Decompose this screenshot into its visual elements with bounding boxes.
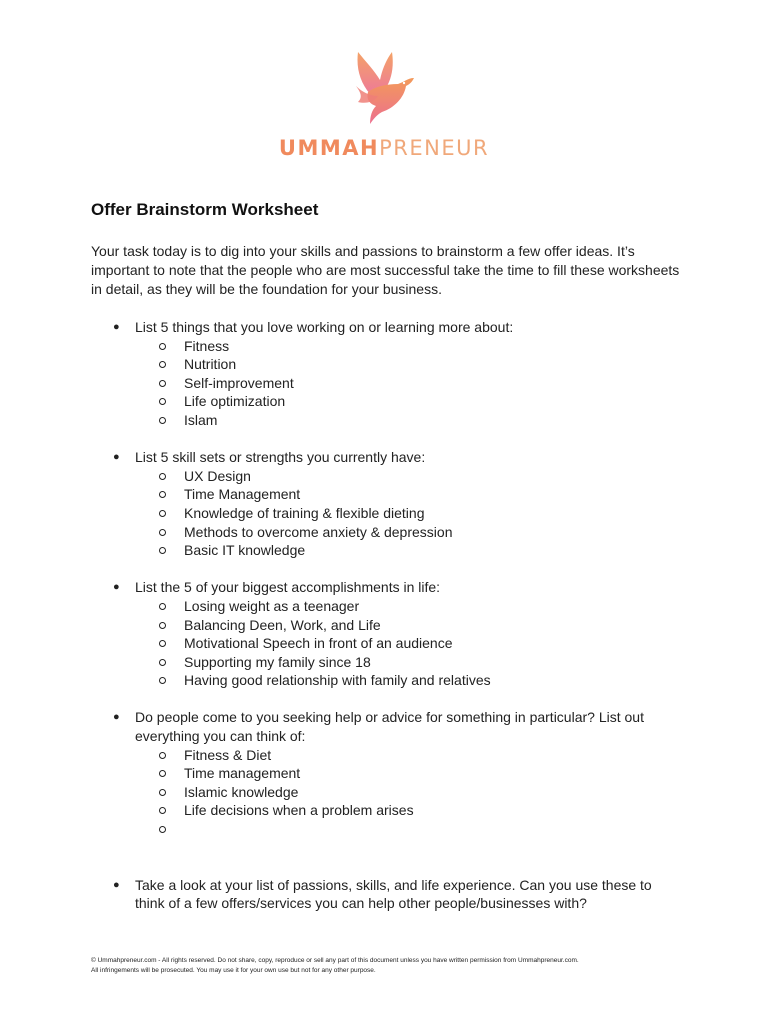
answer-list (135, 467, 681, 560)
prompt-text: Take a look at your list of passions, skills, and life experience. Can you use these to think of a few offers/services you can help other people/businesses with? (135, 876, 652, 912)
answer-list (135, 337, 681, 430)
answer-text: UX Design (184, 467, 251, 484)
answer-item (135, 504, 681, 523)
answer-item (135, 671, 681, 690)
answer-item (135, 355, 681, 374)
answer-list (135, 597, 681, 690)
brand-wordmark (0, 136, 768, 160)
answer-text: Self-improvement (184, 374, 294, 391)
answer-text: Supporting my family since 18 (184, 653, 371, 670)
prompt-text: List the 5 of your biggest accomplishments in life: (135, 579, 441, 596)
circle-bullet-icon (159, 789, 166, 796)
circle-bullet-icon (159, 640, 166, 647)
bullet-icon: ● (113, 451, 120, 464)
circle-bullet-icon (159, 659, 166, 666)
answer-text: Islamic knowledge (184, 783, 299, 800)
circle-bullet-icon (159, 807, 166, 814)
page-title: Offer Brainstorm Worksheet (91, 200, 319, 219)
answer-text: Methods to overcome anxiety & depression (184, 523, 453, 540)
circle-bullet-icon (159, 547, 166, 554)
answer-item (135, 523, 681, 542)
answer-item-empty (135, 820, 681, 839)
answer-text: Islam (184, 411, 218, 428)
circle-bullet-icon (159, 826, 166, 833)
answer-text: Life optimization (184, 393, 286, 410)
answer-item (135, 485, 681, 504)
prompt-item-offers (91, 876, 681, 913)
worksheet-body (91, 200, 681, 932)
prompt-item-love (91, 318, 681, 430)
circle-bullet-icon (159, 510, 166, 517)
answer-item (135, 653, 681, 672)
answer-text: Time management (184, 765, 301, 782)
prompt-item-skills (91, 448, 681, 560)
prompt-text: Do people come to you seeking help or advice for something in particular? List out everything you can think of: (135, 709, 644, 745)
wordmark-light: PRENEUR (379, 136, 490, 160)
bullet-icon: ● (113, 878, 120, 891)
answer-text: Fitness (184, 337, 230, 354)
circle-bullet-icon (159, 491, 166, 498)
answer-text: Basic IT knowledge (184, 542, 306, 559)
answer-item (135, 746, 681, 765)
answer-text: Life decisions when a problem arises (184, 802, 414, 819)
prompt-text: List 5 skill sets or strengths you currently have: (135, 449, 426, 466)
bullet-icon: ● (113, 321, 120, 333)
answer-list (135, 746, 681, 839)
answer-text: Motivational Speech in front of an audience (184, 635, 453, 652)
answer-item (135, 337, 681, 356)
circle-bullet-icon (159, 361, 166, 368)
answer-text: Having good relationship with family and relatives (184, 672, 491, 689)
circle-bullet-icon (159, 380, 166, 387)
answer-item (135, 801, 681, 820)
prompt-list (91, 318, 681, 913)
answer-item (135, 541, 681, 560)
prompt-item-advice (91, 708, 681, 857)
answer-item (135, 597, 681, 616)
answer-item (135, 764, 681, 783)
answer-text: Time Management (184, 486, 301, 503)
circle-bullet-icon (159, 473, 166, 480)
prompt-text: List 5 things that you love working on or learning more about: (135, 319, 514, 335)
circle-bullet-icon (159, 752, 166, 759)
circle-bullet-icon (159, 770, 166, 777)
circle-bullet-icon (159, 529, 166, 536)
bullet-icon: ● (113, 711, 120, 724)
answer-text: Balancing Deen, Work, and Life (184, 616, 381, 633)
footer-line-2: All infringements will be prosecuted. You may use it for your own use but not for any other purpose. (91, 967, 376, 974)
answer-text: Losing weight as a teenager (184, 597, 360, 614)
answer-item (135, 616, 681, 635)
bird-icon (348, 48, 420, 130)
circle-bullet-icon (159, 398, 166, 405)
answer-item (135, 374, 681, 393)
prompt-item-accomplishments (91, 578, 681, 690)
answer-item (135, 783, 681, 802)
circle-bullet-icon (159, 343, 166, 350)
answer-text: Nutrition (184, 356, 237, 373)
footer-line-1: © Ummahpreneur.com - All rights reserved. Do not share, copy, reproduce or sell any part of this document unless you have written permission from Ummahpreneur.com. (91, 957, 579, 964)
answer-text: Knowledge of training & flexible dieting (184, 504, 425, 521)
answer-item (135, 392, 681, 411)
answer-item (135, 411, 681, 430)
copyright-footer (91, 956, 681, 976)
answer-item (135, 634, 681, 653)
answer-text: Fitness & Diet (184, 746, 272, 763)
intro-paragraph: Your task today is to dig into your skills and passions to brainstorm a few offer ideas. It’s important to note that the people who are most successful take the time to fill these worksheets in detail, as they will be the foundation for your business. (91, 243, 680, 297)
circle-bullet-icon (159, 417, 166, 424)
blank-line (135, 839, 681, 858)
circle-bullet-icon (159, 677, 166, 684)
wordmark-bold: UMMAH (278, 136, 380, 160)
circle-bullet-icon (159, 603, 166, 610)
circle-bullet-icon (159, 622, 166, 629)
bullet-icon: ● (113, 581, 120, 594)
answer-item (135, 467, 681, 486)
brand-logo (0, 48, 768, 160)
